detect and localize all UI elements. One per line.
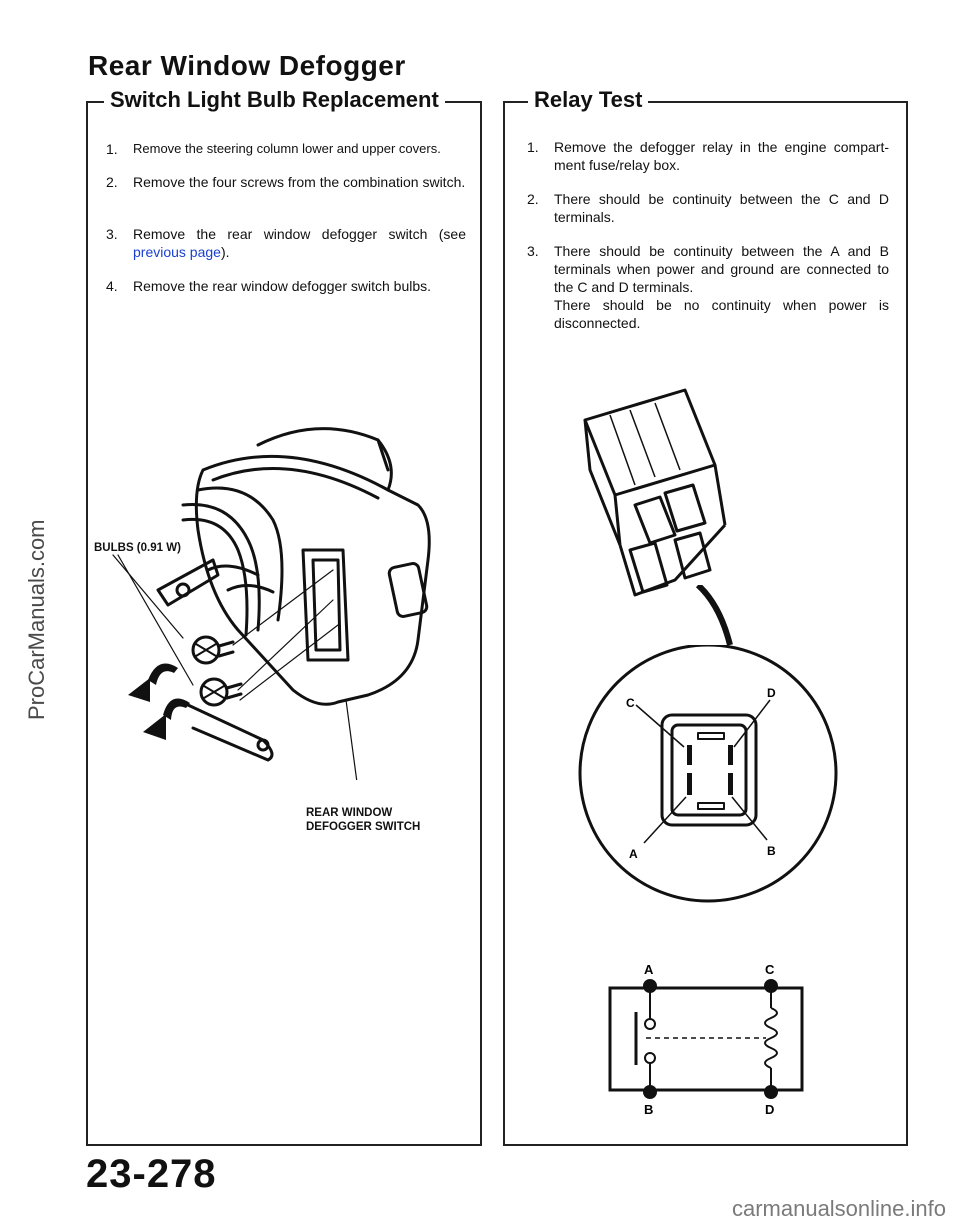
footer-watermark: carmanualsonline.info <box>731 1196 946 1221</box>
right-step-3 <box>527 242 889 342</box>
terminal-label-d-schematic: D <box>765 1102 775 1117</box>
terminal-label-b-schematic: B <box>644 1102 654 1117</box>
left-step-2 <box>106 173 466 213</box>
step-number: 1. <box>106 141 118 157</box>
left-step-1 <box>106 140 466 160</box>
previous-page-link[interactable]: previous page <box>133 244 221 260</box>
step-text: There should be continuity between the C and D terminals. <box>554 191 889 225</box>
step-text: Remove the rear window defogger switch (see <box>133 226 466 242</box>
step-text-note: There should be no continuity when power is disconnected. <box>554 297 889 331</box>
terminal-label-a-schematic: A <box>644 962 654 977</box>
terminal-label-a-detail: A <box>629 847 638 861</box>
relay-schematic <box>598 960 808 1120</box>
bulbs-callout: BULBS (0.91 W) <box>94 542 181 554</box>
step-number: 2. <box>106 174 118 190</box>
terminal-label-b-detail: B <box>767 844 776 858</box>
left-step-4 <box>106 277 466 297</box>
defogger-switch-illustration <box>88 410 478 780</box>
relay-terminal-detail <box>574 645 842 905</box>
step-number: 3. <box>527 243 539 259</box>
page-number: 23-278 <box>86 1152 217 1196</box>
step-text: Remove the defogger relay in the engine compart-ment fuse/relay box. <box>554 139 889 173</box>
step-text: There should be continuity between the A and B terminals when power and ground are connected to the C and D terminals. <box>554 243 889 295</box>
terminal-label-d-detail: D <box>767 686 776 700</box>
right-step-1 <box>527 138 889 178</box>
terminal-label-c-schematic: C <box>765 962 775 977</box>
left-step-3 <box>106 225 466 265</box>
step-number: 2. <box>527 191 539 207</box>
step-text: Remove the steering column lower and upper covers. <box>133 141 441 156</box>
step-text: Remove the four screws from the combination switch. <box>133 174 466 190</box>
relay-test-section-title: Relay Test <box>528 87 648 113</box>
side-watermark: ProCarManuals.com <box>24 519 49 720</box>
page-title: Rear Window Defogger <box>88 50 406 81</box>
step-number: 3. <box>106 226 118 242</box>
step-number: 4. <box>106 278 118 294</box>
switch-bulb-section-title: Switch Light Bulb Replacement <box>104 87 445 113</box>
switch-callout-line1: REAR WINDOW <box>306 807 393 819</box>
step-text: Remove the rear window defogger switch bulbs. <box>133 278 432 294</box>
right-step-2 <box>527 190 889 230</box>
step-text-end: ). <box>220 244 230 260</box>
switch-callout-line2: DEFOGGER SWITCH <box>306 821 421 833</box>
terminal-label-c-detail: C <box>626 696 635 710</box>
step-number: 1. <box>527 139 539 155</box>
